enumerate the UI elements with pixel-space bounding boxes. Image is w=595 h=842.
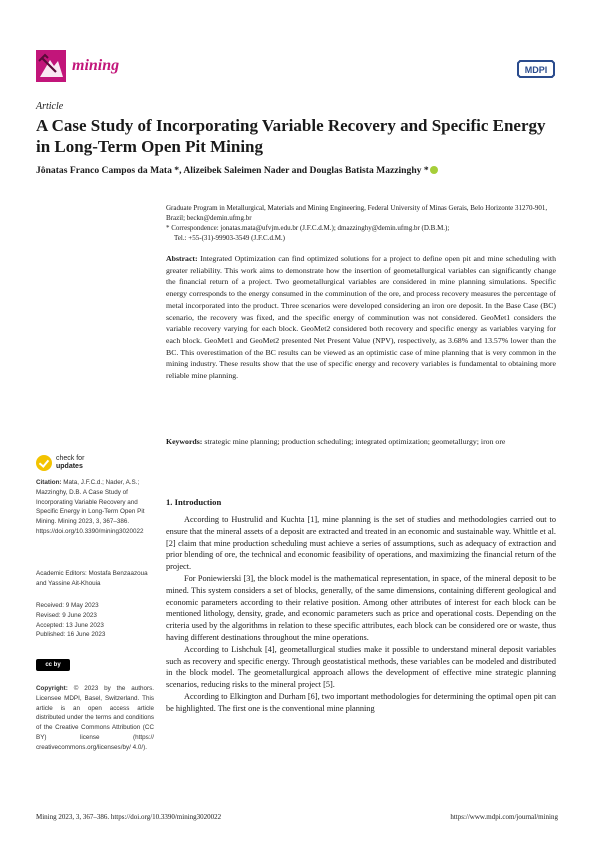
check-for-updates-button[interactable] bbox=[36, 455, 84, 471]
dates-block bbox=[36, 601, 154, 640]
article-type: Article bbox=[36, 101, 64, 112]
authors-text: Jônatas Franco Campos da Mata *, Alizeibek Saleimen Nader and Douglas Batista Mazzinghy * bbox=[36, 165, 429, 176]
citation-block bbox=[36, 478, 154, 537]
mining-logo-icon bbox=[36, 50, 66, 82]
date-revised: Revised: 9 June 2023 bbox=[36, 611, 97, 619]
keywords-label: Keywords: bbox=[166, 437, 203, 446]
check-line2: updates bbox=[56, 463, 83, 470]
citation-label: Citation: bbox=[36, 479, 62, 486]
introduction-body bbox=[166, 514, 556, 715]
copyright-label: Copyright: bbox=[36, 685, 68, 692]
keywords bbox=[166, 436, 556, 448]
date-accepted: Accepted: 13 June 2023 bbox=[36, 621, 104, 629]
paragraph: According to Elkington and Durham [6], two important methodologies for determining the optimal open pit can be highlighted. The first one is the conventional mine planning bbox=[166, 691, 556, 713]
footer-url[interactable]: https://www.mdpi.com/journal/mining bbox=[450, 813, 558, 821]
paragraph: According to Lishchuk [4], geometallurgical studies make it possible to understand mineral deposit variables such as recovery and specific energy. Through geostatistical methods, these variables can be modeled and distributed in the block model. The geometallurgical approach allows the development of effective mine strategic planning scenarios, reducing risks to the mineral project [5]. bbox=[166, 644, 556, 690]
affiliation: Graduate Program in Metallurgical, Materials and Mining Engineering, Federal University of Minas Gerais, Belo Horizonte 31270-901, Brazil; beckn@demin.ufmg.br bbox=[166, 204, 548, 222]
abstract-text: Integrated Optimization can find optimized solutions for a project to define open pit and mine scheduling with greater reliability. This work aims to demonstrate how the insertion of geometallurgical variables can significantly change the financial return of a project. Two geometallurgical variables are considered in mine planning simulations. Specific energy corresponds to the energy consumed in the comminution of the ore, and process recovery measures the percentage of metal incorporated into the product. Three scenarios were developed considering an iron ore deposit. In the Base Case (BC) scenario, the recovery was fixed, and the specific energy of comminution was not considered. GeoMet1 considers the variable recovery varying for each block. GeoMet2 considered both recovery and specific energy as variables varying for each block. GeoMet1 and GeoMet2 presented Net Present Value (NPV), respectively, as 3.68% and 13.57% lower than the BC. This overestimation of the BC results can be viewed as an optimistic case of mine planning that is very common in the mining industry. These results show that the use of specific energy and recovery variables is fundamental to obtaining more reliable mine planning. bbox=[166, 254, 556, 381]
check-updates-icon bbox=[36, 455, 52, 471]
keywords-text: strategic mine planning; production scheduling; integrated optimization; geometallurgy; iron ore bbox=[204, 437, 506, 446]
author-list bbox=[36, 165, 438, 176]
correspondence: * Correspondence: jonatas.mata@ufvjm.edu.br (J.F.C.d.M.); dmazzinghy@demin.ufmg.br (D.B.M.); bbox=[166, 224, 450, 232]
date-published: Published: 16 June 2023 bbox=[36, 631, 106, 639]
citation-text: Mata, J.F.C.d.; Nader, A.S.; Mazzinghy, D.B. A Case Study of Incorporating Variable Recovery and Specific Energy in Long-Term Open Pit Mining. Mining 2023, 3, 367–386. https://doi.org/10.3390/mining3020022 bbox=[36, 479, 145, 535]
cc-license-icon[interactable]: cc by bbox=[36, 659, 70, 671]
section-heading: 1. Introduction bbox=[166, 497, 222, 507]
mdpi-wordmark: MDPI bbox=[524, 65, 548, 75]
paragraph: According to Hustrulid and Kuchta [1], mine planning is the set of studies and methodologies carried out to ensure that the mineral assets of a deposit are extracted and treated in an economic and sustainable way. Whittle et al. [2] claim that mine production scheduling must achieve a series of assumptions, such as adequacy of extraction and prior blending of ore, the technical and economic feasibility of operations, and maximizing the financial return of the project. bbox=[166, 515, 556, 572]
page-footer bbox=[36, 813, 558, 821]
copyright-text: © 2023 by the authors. Licensee MDPI, Basel, Switzerland. This article is an open access article distributed under the terms and conditions of the Creative Commons Attribution (CC BY) license (https:// creativecommons.org/licenses/by/ 4.0/). bbox=[36, 685, 154, 751]
mdpi-logo-icon bbox=[516, 59, 556, 79]
abstract bbox=[166, 253, 556, 382]
journal-logo bbox=[36, 50, 119, 82]
paragraph: For Poniewierski [3], the block model is the mathematical representation, in space, of the mineral deposit to be mined. This system considers a set of blocks, generally, of the same dimensions, containing different geological and economic parameters according to their relative position. Among other attributes of interest for each block can be mentioned lithology, density, grade, and economic parameters such as price and operational costs. Depending on the criteria used by the algorithms in relation to these specific attributes, each block can be considered ore or waste, thus having different destinations throughout the mine operations. bbox=[166, 573, 556, 642]
date-received: Received: 9 May 2023 bbox=[36, 602, 99, 609]
check-line1: check for bbox=[56, 455, 85, 462]
telephone: Tel.: +55-(31)-99903-3549 (J.F.C.d.M.) bbox=[174, 234, 285, 242]
affiliation-block bbox=[166, 203, 556, 243]
orcid-icon[interactable] bbox=[430, 166, 438, 174]
abstract-label: Abstract: bbox=[166, 254, 198, 263]
journal-name: mining bbox=[72, 57, 120, 74]
copyright-block bbox=[36, 684, 154, 753]
footer-citation: Mining 2023, 3, 367–386. https://doi.org/10.3390/mining3020022 bbox=[36, 813, 222, 821]
article-title: A Case Study of Incorporating Variable Recovery and Specific Energy in Long-Term Open Pit Mining bbox=[36, 116, 546, 156]
editors-block bbox=[36, 569, 154, 589]
academic-editors: Academic Editors: Mostafa Benzaazoua and Yassine Ait-Khouia bbox=[36, 570, 148, 587]
